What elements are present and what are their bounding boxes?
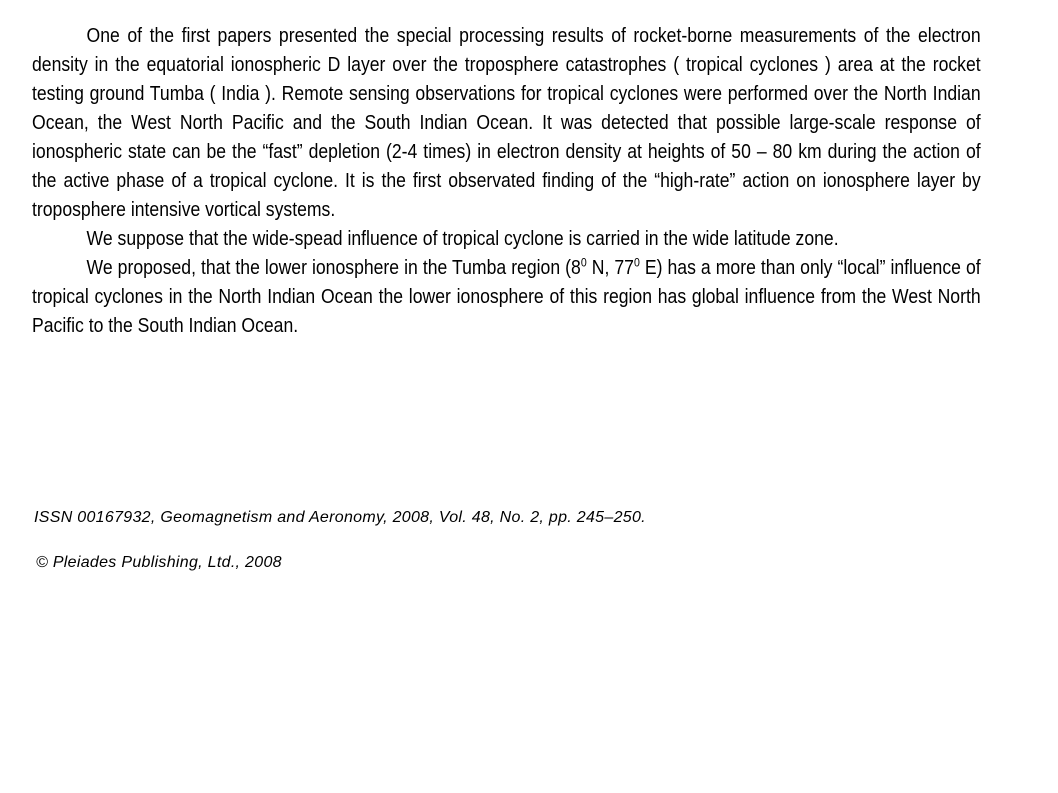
degree-superscript-latitude: 0 (580, 255, 587, 270)
degree-superscript-longitude: 0 (633, 255, 640, 270)
paragraph-3-part-a: We proposed, that the lower ionosphere in the Tumba region (8 (86, 257, 581, 279)
paragraph-3 (32, 254, 981, 341)
issn-citation: ISSN 00167932, Geomagnetism and Aeronomy, 2008, Vol. 48, No. 2, pp. 245–250. (34, 509, 646, 526)
paragraph-3-part-c: E) has a more than only “local” influence of tropical cyclones in the North Indian Ocean the lower ionosphere of this region has global influence from the West North Pacific to the South Indian Ocean. (32, 257, 981, 337)
paragraph-3-part-b: N, 77 (586, 257, 634, 279)
document-body (32, 22, 981, 341)
paragraph-1: One of the first papers presented the special processing results of rocket-borne measurements of the electron density in the equatorial ionospheric D layer over the troposphere catastrophes ( tropical cyclones ) area at the rocket testing ground Tumba ( India ). Remote sensing observations for tropical cyclones were performed over the North Indian Ocean, the West North Pacific and the South Indian Ocean. It was detected that possible large-scale response of ionospheric state can be the “fast” depletion (2-4 times) in electron density at heights of 50 – 80 km during the action of the active phase of a tropical cyclone. It is the first observated finding of the “high-rate” action on ionosphere layer by troposphere intensive vortical systems. (32, 25, 981, 221)
copyright-notice: © Pleiades Publishing, Ltd., 2008 (36, 554, 282, 571)
paragraph-2: We suppose that the wide-spead influence of tropical cyclone is carried in the wide latitude zone. (86, 228, 839, 250)
